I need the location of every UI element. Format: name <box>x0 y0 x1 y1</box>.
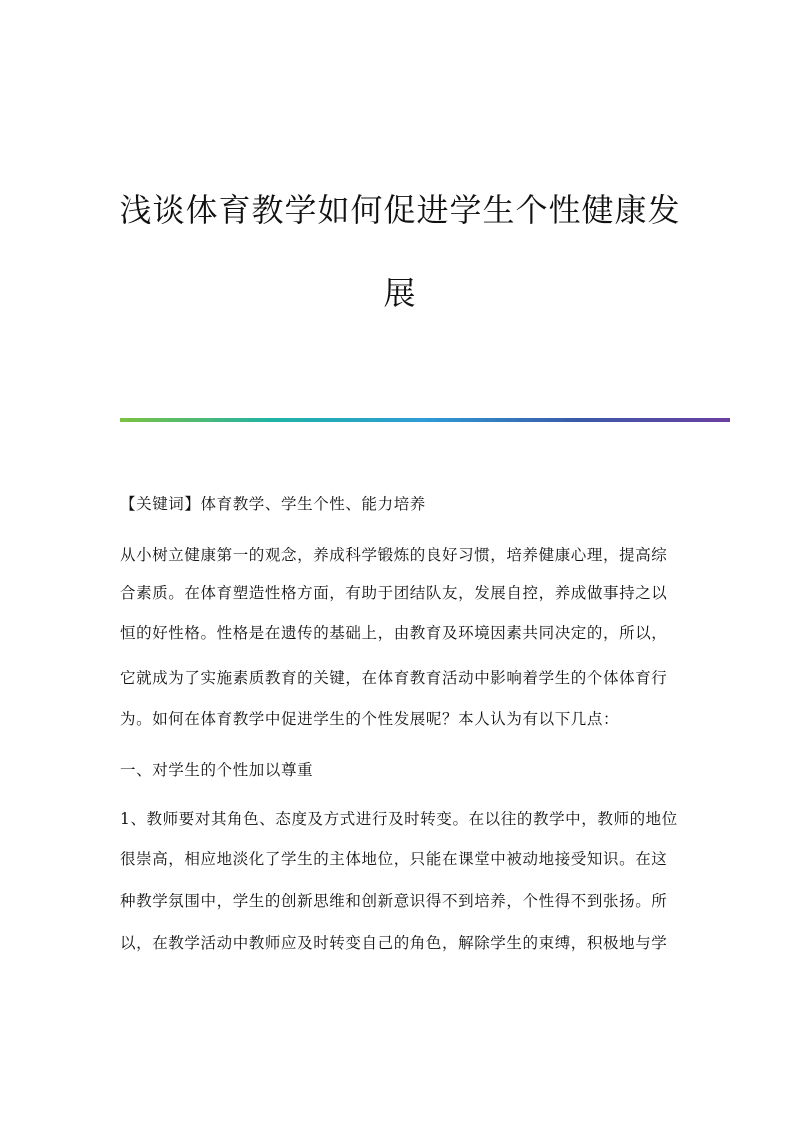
document-title-line-2: 展 <box>383 274 417 312</box>
section-heading: 一、对学生的个性加以尊重 <box>120 761 314 779</box>
document-title-line-1: 浅谈体育教学如何促进学生个性健康发 <box>119 191 681 229</box>
paragraph-2-line-4: 以，在教学活动中教师应及时转变自己的角色，解除学生的束缚，积极地与学 <box>120 934 668 952</box>
paragraph-1-line-3: 恒的好性格。性格是在遗传的基础上，由教育及环境因素共同决定的，所以， <box>120 624 668 642</box>
paragraph-2-line-1: 1、教师要对其角色、态度及方式进行及时转变。在以往的教学中，教师的地位 <box>120 810 678 828</box>
paragraph-1-line-2: 合素质。在体育塑造性格方面，有助于团结队友，发展自控，养成做事持之以 <box>120 584 668 602</box>
paragraph-1-line-1: 从小树立健康第一的观念，养成科学锻炼的良好习惯，培养健康心理，提高综 <box>120 546 668 564</box>
paragraph-1-line-4: 它就成为了实施素质教育的关键，在体育教育活动中影响着学生的个体体育行 <box>120 669 668 687</box>
keywords-line: 【关键词】体育教学、学生个性、能力培养 <box>120 495 426 513</box>
paragraph-2-line-2: 很崇高，相应地淡化了学生的主体地位，只能在课堂中被动地接受知识。在这 <box>120 850 668 868</box>
gradient-divider <box>120 418 730 422</box>
paragraph-2-line-3: 种教学氛围中，学生的创新思维和创新意识得不到培养，个性得不到张扬。所 <box>120 892 668 910</box>
paragraph-1-line-5: 为。如何在体育教学中促进学生的个性发展呢？本人认为有以下几点： <box>120 710 620 728</box>
